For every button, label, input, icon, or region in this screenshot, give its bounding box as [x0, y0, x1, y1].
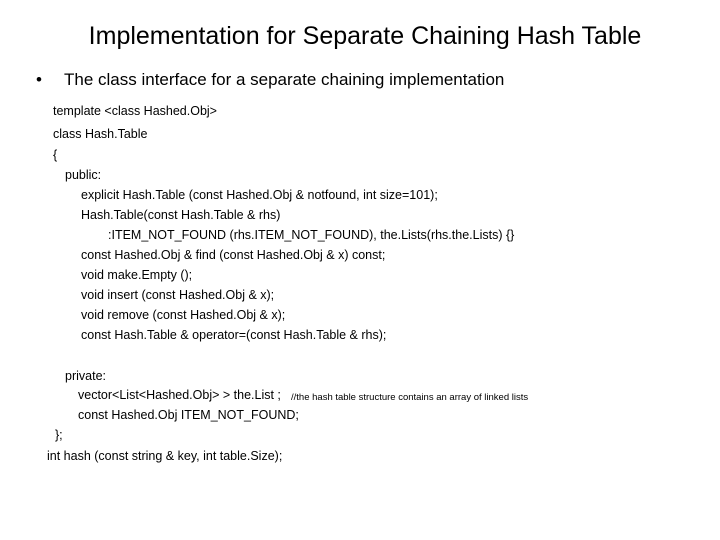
code-line-make-empty: void make.Empty ();	[81, 268, 193, 282]
code-line-close-brace: };	[55, 428, 63, 442]
code-line-copy-constructor: Hash.Table(const Hash.Table & rhs)	[81, 208, 281, 222]
bullet-marker: •	[36, 70, 42, 89]
code-line-item-not-found: const Hashed.Obj ITEM_NOT_FOUND;	[78, 408, 299, 422]
code-line-find: const Hashed.Obj & find (const Hashed.Obj & x) const;	[81, 248, 386, 262]
code-line-hash-function: int hash (const string & key, int table.Size);	[47, 449, 283, 463]
code-line-open-brace: {	[53, 148, 58, 162]
code-line-template: template <class Hashed.Obj>	[53, 104, 217, 118]
bullet-text: The class interface for a separate chaining implementation	[64, 70, 505, 89]
code-line-public: public:	[65, 168, 102, 182]
code-comment-the-list: //the hash table structure contains an array of linked lists	[291, 392, 529, 403]
code-line-constructor: explicit Hash.Table (const Hashed.Obj & notfound, int size=101);	[81, 188, 438, 202]
code-line-insert: void insert (const Hashed.Obj & x);	[81, 288, 275, 302]
code-line-remove: void remove (const Hashed.Obj & x);	[81, 308, 286, 322]
code-line-initializer: :ITEM_NOT_FOUND (rhs.ITEM_NOT_FOUND), the.Lists(rhs.the.Lists) {}	[108, 228, 515, 242]
slide-title: Implementation for Separate Chaining Hash Table	[88, 22, 642, 50]
code-line-the-list: vector<List<Hashed.Obj> > the.List ;	[78, 388, 281, 402]
code-line-class-decl: class Hash.Table	[53, 127, 148, 141]
code-line-operator-assign: const Hash.Table & operator=(const Hash.Table & rhs);	[81, 328, 387, 342]
code-line-private: private:	[65, 369, 106, 383]
